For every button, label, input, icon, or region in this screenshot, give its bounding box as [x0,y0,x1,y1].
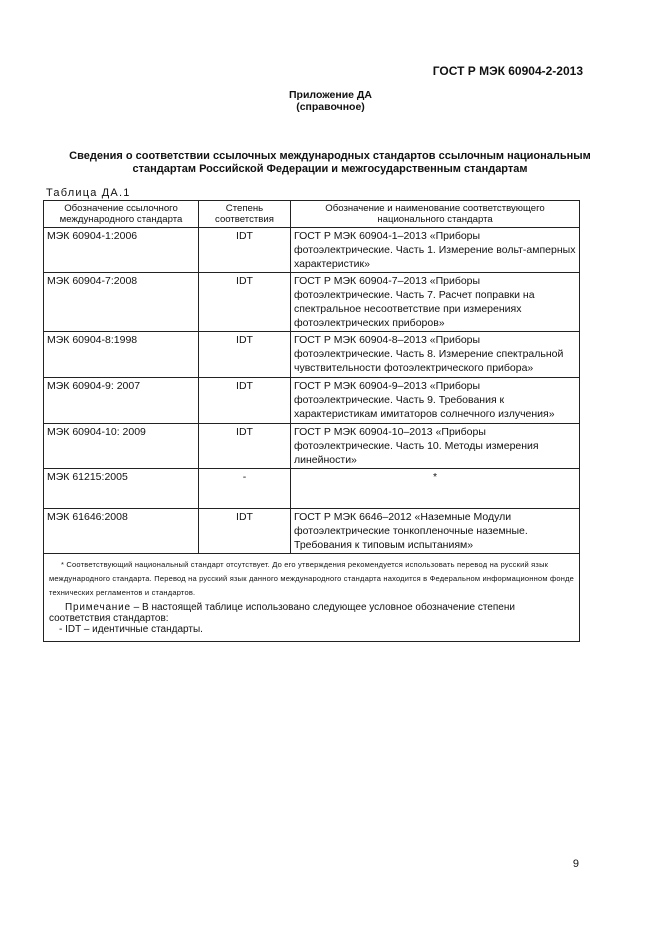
degree-cell: IDT [199,332,291,378]
reference-cell: МЭК 61215:2005 [44,469,199,509]
degree-cell: IDT [199,273,291,332]
table-row [44,509,580,554]
table-row [44,469,580,509]
appendix-title [0,89,661,113]
remark-item: - IDT – идентичные стандарты. [59,624,203,635]
reference-cell: МЭК 60904-1:2006 [44,228,199,273]
table-row [44,273,580,332]
column-header-degree: Степень соответствия [199,201,291,228]
column-header-reference: Обозначение ссылочного международного стандарта [44,201,199,228]
national-cell: ГОСТ Р МЭК 60904-8–2013 «Приборы фотоэлектрические. Часть 8. Измерение спектральной чувствительности фотоэлектрического прибора» [291,332,580,378]
document-code: ГОСТ Р МЭК 60904-2-2013 [432,64,583,78]
table-row [44,332,580,378]
table-row [44,424,580,469]
section-heading [40,150,620,176]
national-cell: ГОСТ Р МЭК 6646–2012 «Наземные Модули фотоэлектрические тонкопленочные наземные. Требования к типовым испытаниям» [291,509,580,554]
national-cell: ГОСТ Р МЭК 60904-7–2013 «Приборы фотоэлектрические. Часть 7. Расчет поправки на спектральное несоответствие при измерениях фотоэлектрических приборов» [291,273,580,332]
degree-cell: IDT [199,378,291,424]
correspondence-table [43,200,580,642]
reference-cell: МЭК 61646:2008 [44,509,199,554]
national-cell: ГОСТ Р МЭК 60904-10–2013 «Приборы фотоэлектрические. Часть 10. Методы измерения линейности» [291,424,580,469]
heading-line-1: Сведения о соответствии ссылочных международных стандартов ссылочным национальным [69,150,591,162]
table-notes-cell [44,554,580,642]
appendix-label: Приложение ДА [289,89,372,101]
remark-text: – В настоящей таблице использовано следующее условное обозначение степени соответствия стандартов: [49,602,515,624]
table-header-row [44,201,580,228]
reference-cell: МЭК 60904-9: 2007 [44,378,199,424]
table-remark [49,602,574,624]
degree-cell: IDT [199,509,291,554]
table-notes-row [44,554,580,642]
table-row [44,378,580,424]
reference-cell: МЭК 60904-7:2008 [44,273,199,332]
remark-label: Примечание [65,602,131,613]
national-cell: * [291,469,580,509]
national-cell: ГОСТ Р МЭК 60904-9–2013 «Приборы фотоэлектрические. Часть 9. Требования к характеристикам имитаторов солнечного излучения» [291,378,580,424]
appendix-subtitle: (справочное) [296,101,365,113]
reference-cell: МЭК 60904-10: 2009 [44,424,199,469]
page-number: 9 [572,858,579,870]
heading-line-2: стандартам Российской Федерации и межгосударственным стандартам [132,163,528,175]
table-footnote: * Соответствующий национальный стандарт отсутствует. До его утверждения рекомендуется использовать перевод на русский язык международного стандарта. Перевод на русский язык данного международного стандарта находится в Федеральном информационном фонде технических регламентов и стандартов. [49,560,575,597]
column-header-national: Обозначение и наименование соответствующего национального стандарта [291,201,580,228]
degree-cell: IDT [199,424,291,469]
degree-cell: IDT [199,228,291,273]
degree-cell: - [199,469,291,509]
reference-cell: МЭК 60904-8:1998 [44,332,199,378]
table-caption: Таблица ДА.1 [46,187,131,199]
national-cell: ГОСТ Р МЭК 60904-1–2013 «Приборы фотоэлектрические. Часть 1. Измерение вольт-амперных характеристик» [291,228,580,273]
table-row [44,228,580,273]
